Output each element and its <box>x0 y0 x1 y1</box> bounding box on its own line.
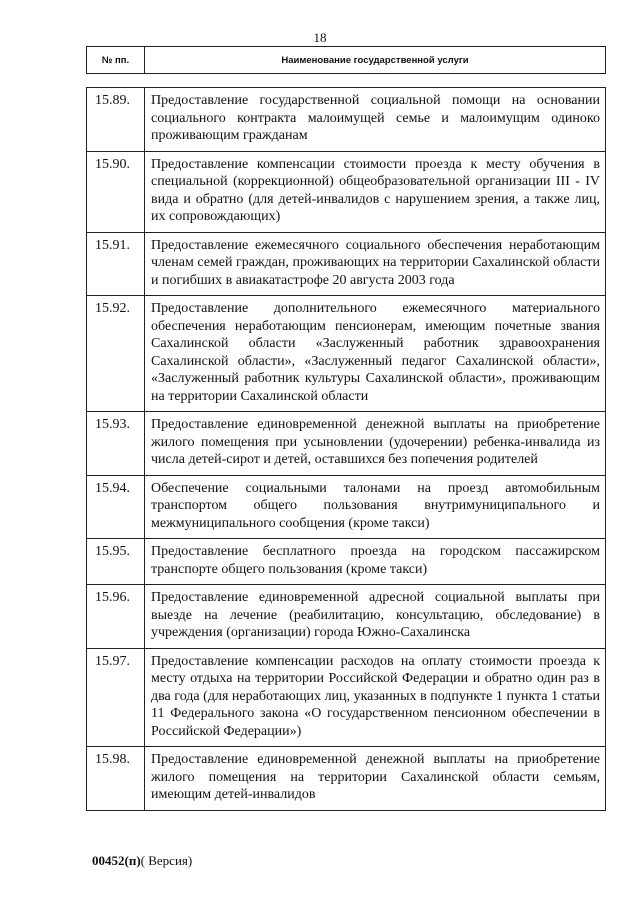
table-row <box>87 232 606 296</box>
service-name: Предоставление единовременной денежной выплаты на приобретение жилого помещения на территории Сахалинской области семьям, имеющим детей-инвалидов <box>145 747 606 811</box>
row-number: 15.97. <box>87 648 145 747</box>
service-name: Обеспечение социальными талонами на проезд автомобильным транспортом общего пользования внутримуниципального и межмуниципального сообщения (кроме такси) <box>145 475 606 539</box>
row-number: 15.98. <box>87 747 145 811</box>
service-name: Предоставление бесплатного проезда на городском пассажирском транспорте общего пользования (кроме такси) <box>145 539 606 585</box>
document-code: 00452(п) <box>92 853 141 868</box>
service-name: Предоставление компенсации стоимости проезда к месту обучения в специальной (коррекционной) общеобразовательной организации III - IV вида и обратно (для детей-инвалидов с нарушением зрения, а также лиц, их сопровождающих) <box>145 151 606 232</box>
row-number: 15.93. <box>87 412 145 476</box>
document-version: ( Версия) <box>140 853 193 868</box>
service-name: Предоставление единовременной адресной социальной выплаты при выезде на лечение (реабилитацию, консультацию, обследование) в учреждения (организации) города Южно-Сахалинска <box>145 585 606 649</box>
service-name: Предоставление государственной социальной помощи на основании социального контракта малоимущей семье и малоимущим одиноко проживающим гражданам <box>145 88 606 152</box>
table-row <box>87 412 606 476</box>
table-row <box>87 475 606 539</box>
row-number: 15.95. <box>87 539 145 585</box>
table-row <box>87 747 606 811</box>
header-number-column: № пп. <box>87 47 145 74</box>
service-name: Предоставление дополнительного ежемесячного материального обеспечения неработающим пенсионерам, имеющим почетные звания Сахалинской области «Заслуженный работник здравоохранения Сахалинской области», «Заслуженный педагог Сахалинской области», «Заслуженный работник культуры Сахалинской области», проживающим на территории Сахалинской области <box>145 296 606 412</box>
row-number: 15.91. <box>87 232 145 296</box>
table-row <box>87 151 606 232</box>
page-number: 18 <box>313 30 327 45</box>
table-row <box>87 585 606 649</box>
table-row <box>87 296 606 412</box>
service-name: Предоставление ежемесячного социального обеспечения неработающим членам семей граждан, проживающих на территории Сахалинской области и погибших в авиакатастрофе 20 августа 2003 года <box>145 232 606 296</box>
table-row <box>87 539 606 585</box>
table-header <box>86 46 606 74</box>
service-name: Предоставление единовременной денежной выплаты на приобретение жилого помещения при усыновлении (удочерении) ребенка-инвалида из числа детей-сирот и детей, оставшихся без попечения родителей <box>145 412 606 476</box>
row-number: 15.96. <box>87 585 145 649</box>
document-footer <box>92 853 192 869</box>
row-number: 15.94. <box>87 475 145 539</box>
service-name: Предоставление компенсации расходов на оплату стоимости проезда к месту отдыха на территории Российской Федерации и обратно один раз в два года (для неработающих лиц, указанных в подпункте 1 пункта 1 статьи 11 Федерального закона «О государственном пенсионном обеспечении в Российской Федерации») <box>145 648 606 747</box>
row-number: 15.90. <box>87 151 145 232</box>
table-row <box>87 648 606 747</box>
row-number: 15.89. <box>87 88 145 152</box>
table-row <box>87 88 606 152</box>
services-table <box>86 87 606 811</box>
row-number: 15.92. <box>87 296 145 412</box>
header-name-column: Наименование государственной услуги <box>145 47 606 74</box>
